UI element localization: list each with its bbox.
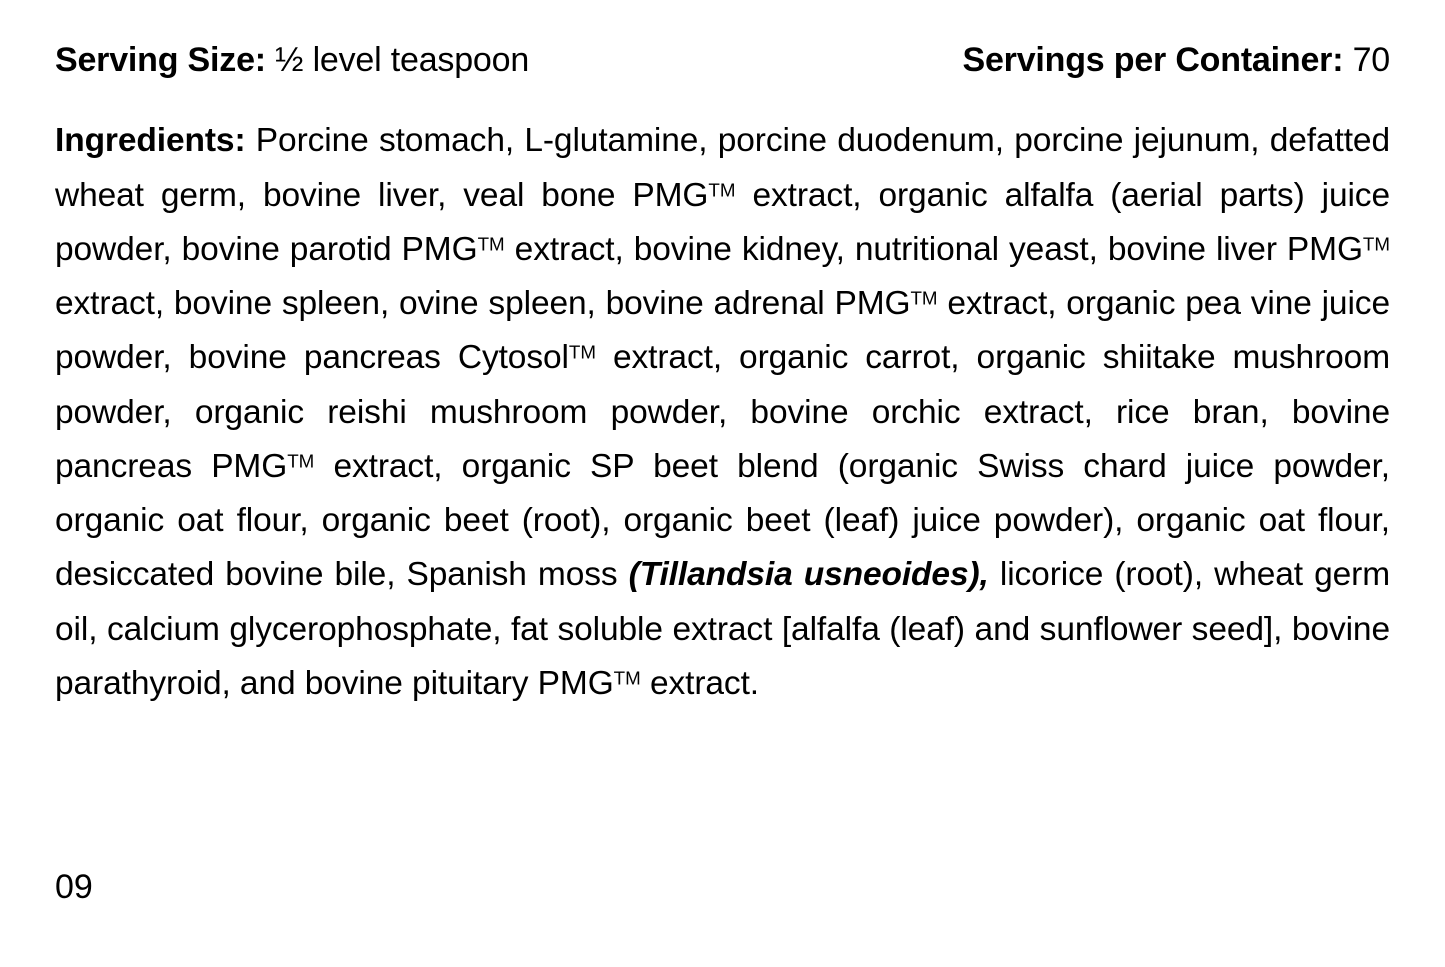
trademark-mark-3: TM xyxy=(1362,233,1390,255)
ingredients-text-5: extract, organic pea vine juice powder, bovine pancreas Cytosol xyxy=(55,285,1390,377)
label-code: 09 xyxy=(55,868,93,906)
serving-size-label: Serving Size: xyxy=(55,41,266,79)
trademark-mark-2: TM xyxy=(477,233,505,255)
ingredients-text-2: extract, organic alfalfa (aerial parts) juice powder, bovine parotid PMG xyxy=(55,176,1390,268)
servings-per-container xyxy=(963,40,1391,81)
trademark-mark-5: TM xyxy=(568,341,596,363)
ingredients-text-3: extract, bovine kidney, nutritional yeast, bovine liver PMG xyxy=(504,230,1363,268)
ingredients-label: Ingredients: xyxy=(55,122,246,160)
trademark-mark-6: TM xyxy=(287,450,315,472)
serving-size-value: ½ level teaspoon xyxy=(275,41,530,79)
ingredients-text-1: Porcine stomach, L-glutamine, porcine duodenum, porcine jejunum, defatted wheat germ, bovine liver, veal bone PMG xyxy=(55,122,1390,214)
ingredients-text-4: extract, bovine spleen, ovine spleen, bovine adrenal PMG xyxy=(55,285,911,323)
servings-per-container-label: Servings per Container: xyxy=(962,41,1344,79)
ingredients-paragraph xyxy=(55,114,1390,711)
ingredients-text-6: extract, organic carrot, organic shiitake mushroom powder, organic reishi mushroom powder, bovine orchic extract, rice bran, bovine pancreas PMG xyxy=(55,339,1390,485)
serving-size xyxy=(55,40,529,81)
ingredients-text-9: extract. xyxy=(640,664,759,702)
ingredients-text-8: licorice (root), wheat germ oil, calcium glycerophosphate, fat soluble extract [alfalfa (leaf) and sunflower seed], bovine parathyroid, and bovine pituitary PMG xyxy=(55,556,1391,702)
trademark-mark-7: TM xyxy=(613,667,641,689)
ingredients-botanical-name: (Tillandsia usneoides), xyxy=(628,556,989,594)
trademark-mark-4: TM xyxy=(910,287,938,309)
trademark-mark-1: TM xyxy=(708,178,736,200)
ingredients-text-7: extract, organic SP beet blend (organic Swiss chard juice powder, organic oat flour, organic beet (root), organic beet (leaf) juice powder), organic oat flour, desiccated bovine bile, Spanish moss xyxy=(55,447,1390,594)
servings-per-container-value: 70 xyxy=(1352,41,1390,79)
serving-info-row xyxy=(55,40,1390,81)
